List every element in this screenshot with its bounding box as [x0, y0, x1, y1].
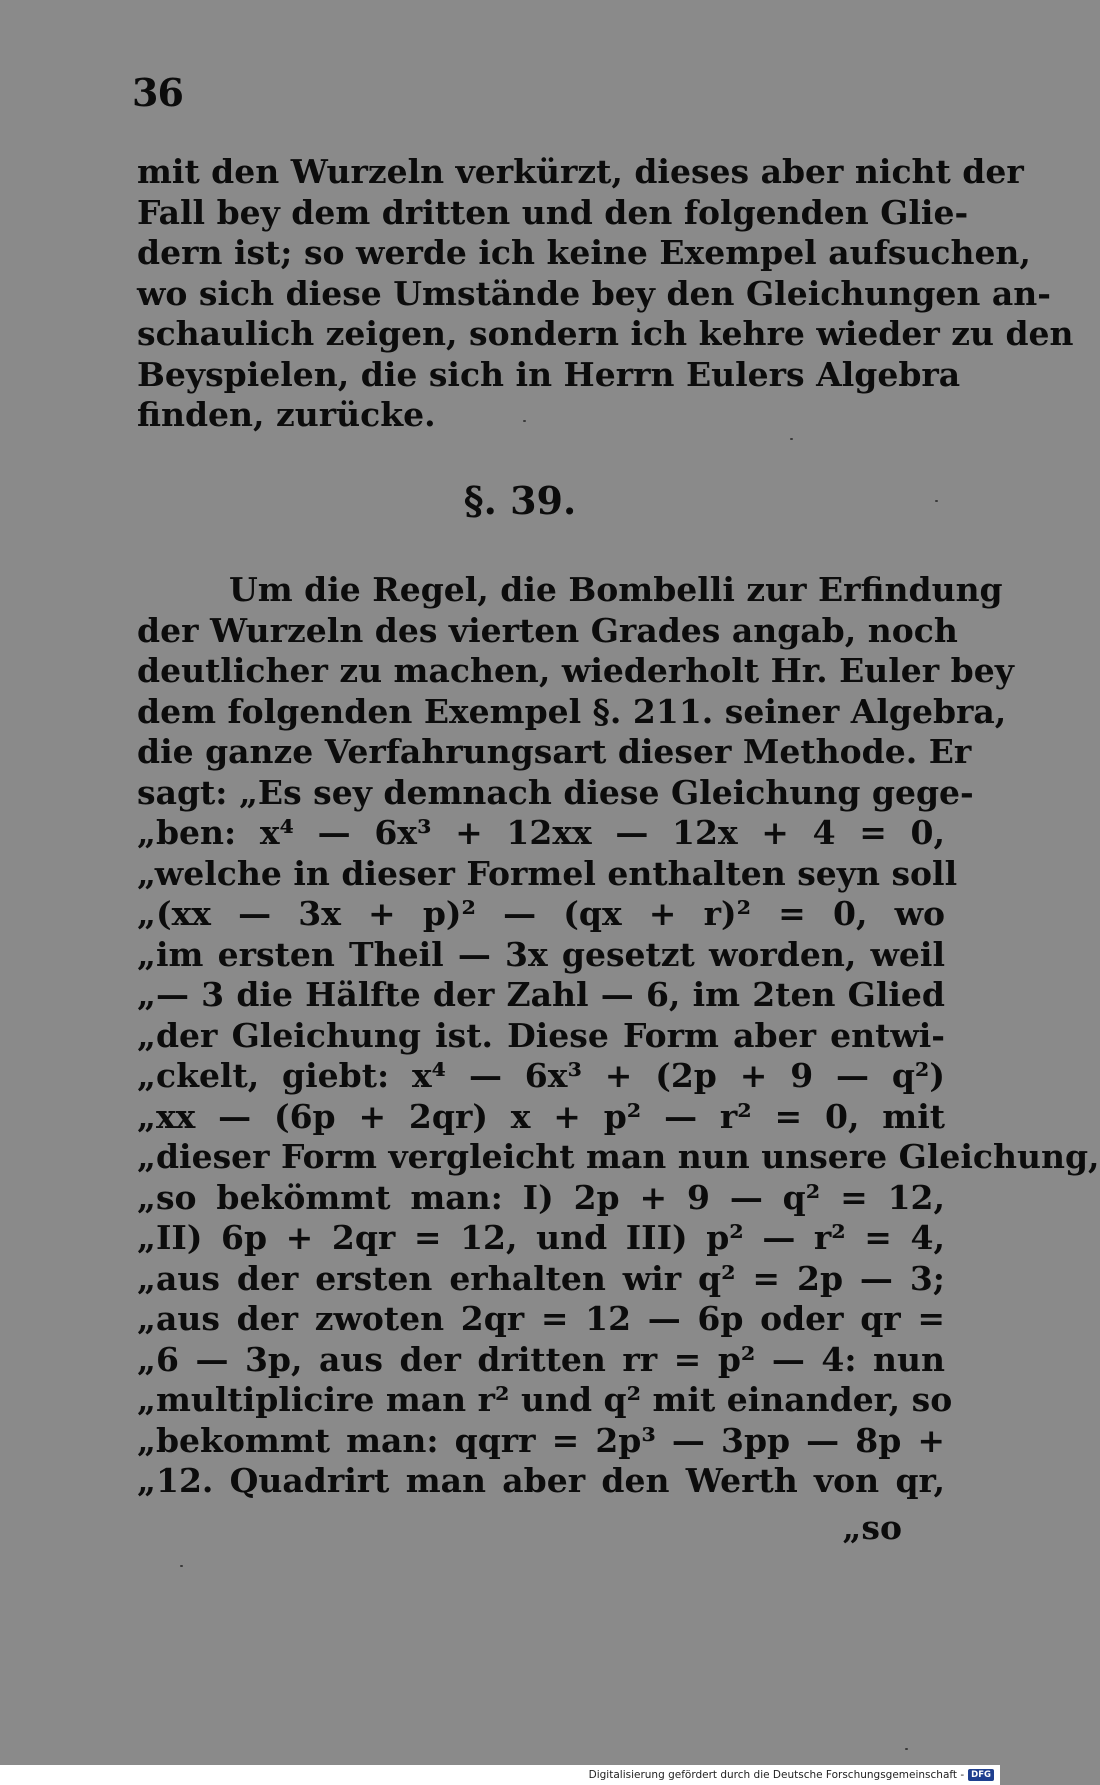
text-line: sagt: „Es sey demnach diese Gleichung gege- [137, 772, 974, 812]
text-line: „bekommt man: qqrr = 2p³ — 3pp — 8p + [137, 1420, 945, 1460]
text-line: „aus der ersten erhalten wir q² = 2p — 3; [137, 1258, 945, 1298]
footer-bar [0, 1765, 1000, 1785]
paragraph-2 [137, 570, 1100, 1502]
text-line: „multiplicire man r² und q² mit einander, so [137, 1380, 953, 1419]
scan-speck [180, 1565, 183, 1567]
scan-speck [905, 1748, 908, 1750]
dfg-logo: DFG [968, 1769, 994, 1781]
scan-speck [935, 500, 938, 502]
text-line: „12. Quadrirt man aber den Werth von qr, [137, 1461, 945, 1500]
text-line: „ben: x⁴ — 6x³ + 12xx — 12x + 4 = 0, [137, 813, 945, 852]
text-line: „xx — (6p + 2qr) x + p² — r² = 0, mit [137, 1096, 945, 1136]
text-line: Fall bey dem dritten und den folgenden Glie- [137, 192, 969, 232]
text-line: „welche in dieser Formel enthalten seyn soll [137, 853, 958, 893]
text-line: „— 3 die Hälfte der Zahl — 6, im 2ten Glied [137, 975, 945, 1014]
section-heading: §. 39. [463, 478, 577, 523]
text-line: schaulich zeigen, sondern ich kehre wieder zu den [137, 314, 1074, 353]
text-line: „II) 6p + 2qr = 12, und III) p² — r² = 4, [137, 1218, 945, 1257]
text-line: „im ersten Theil — 3x gesetzt worden, weil [137, 934, 945, 974]
text-line: „der Gleichung ist. Diese Form aber entwi- [137, 1015, 945, 1055]
text-line: „so bekömmt man: I) 2p + 9 — q² = 12, [137, 1177, 945, 1217]
page-number: 36 [132, 70, 183, 115]
text-line: deutlicher zu machen, wiederholt Hr. Euler bey [137, 651, 1014, 690]
text-line: Beyspielen, die sich in Herrn Eulers Algebra [137, 354, 961, 394]
text-line: „aus der zwoten 2qr = 12 — 6p oder qr = [137, 1299, 945, 1338]
scan-speck [790, 438, 793, 440]
text-line: dern ist; so werde ich keine Exempel aufsuchen, [137, 233, 1031, 272]
catchword: „so [842, 1508, 902, 1547]
text-line: mit den Wurzeln verkürzt, dieses aber nicht der [137, 152, 1024, 191]
text-line: „(xx — 3x + p)² — (qx + r)² = 0, wo [137, 894, 945, 933]
scan-speck [523, 420, 526, 422]
text-line: „dieser Form vergleicht man nun unsere Gleichung, [137, 1137, 1100, 1176]
text-line: der Wurzeln des vierten Grades angab, noch [137, 610, 958, 650]
text-line: dem folgenden Exempel §. 211. seiner Algebra, [137, 691, 1007, 731]
footer-credit: Digitalisierung gefördert durch die Deutsche Forschungsgemeinschaft - [588, 1769, 965, 1781]
text-line: die ganze Verfahrungsart dieser Methode. Er [137, 732, 972, 771]
text-line: „ckelt, giebt: x⁴ — 6x³ + (2p + 9 — q²) [137, 1056, 945, 1095]
text-line: wo sich diese Umstände bey den Gleichungen an- [137, 273, 1051, 313]
text-line: „6 — 3p, aus der dritten rr = p² — 4: nun [137, 1339, 945, 1379]
text-line: Um die Regel, die Bombelli zur Erfindung [229, 570, 1003, 609]
text-line: finden, zurücke. [137, 395, 436, 434]
paragraph-1 [137, 152, 1074, 436]
